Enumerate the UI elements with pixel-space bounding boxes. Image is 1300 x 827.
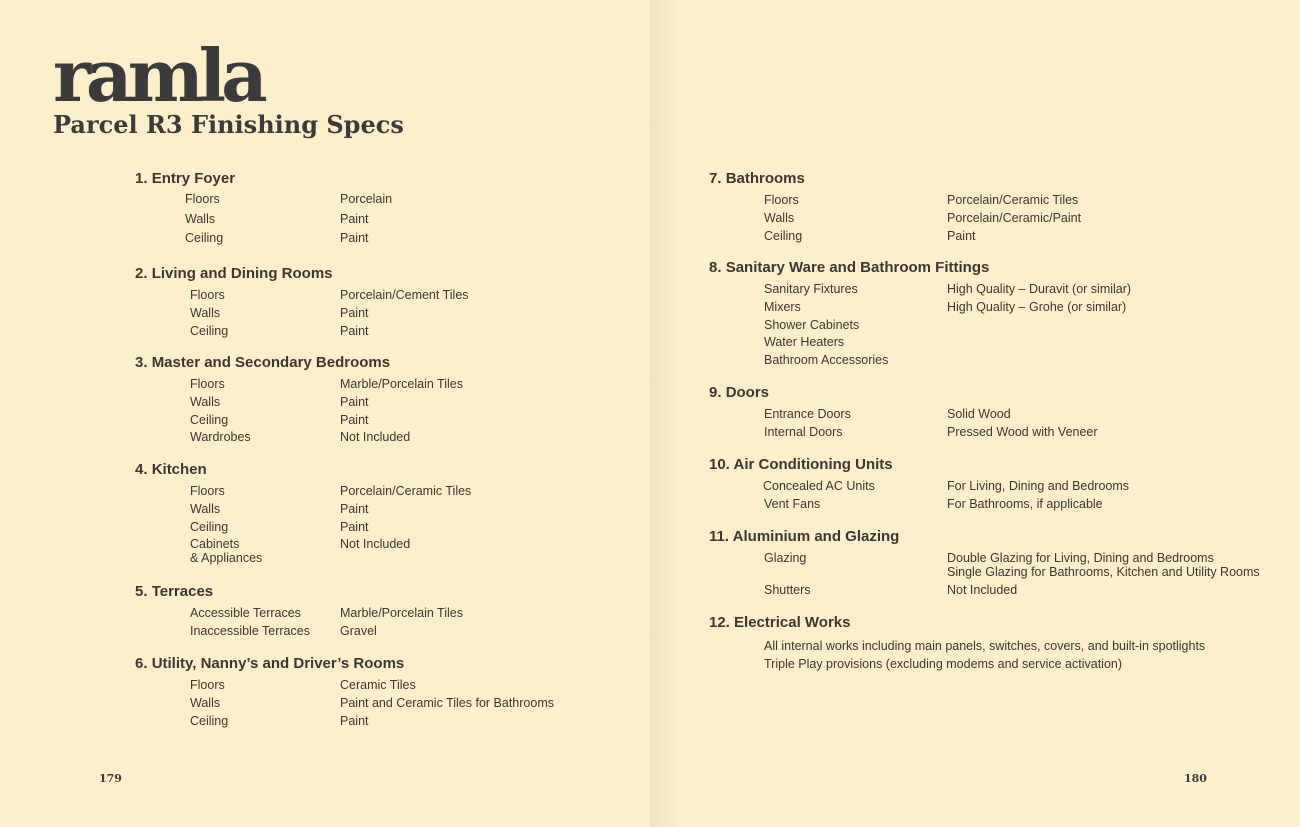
spec-row [135,430,411,448]
spec-label: Mixers [764,299,801,314]
spec-label: Floors [190,377,225,391]
spec-label: Walls [185,211,216,226]
spec-row [709,228,976,247]
section-air-conditioning [709,454,1130,515]
section-number: 2. [135,265,148,282]
spec-value: Solid Wood [947,407,1011,421]
spec-row [135,484,472,502]
spec-value: For Living, Dining and Bedrooms [947,479,1130,493]
spec-row [709,193,1079,211]
spec-value: Double Glazing for Living, Dining and Bedrooms [947,551,1214,565]
spec-row [135,678,416,696]
section-living-dining [135,263,469,341]
spec-row [135,606,463,624]
spec-label: Floors [185,192,220,206]
section-number: 4. [135,461,148,478]
spec-value: Paint [340,231,369,245]
ramla-logo: ramla [53,33,263,118]
spec-value: Paint [340,519,369,534]
spec-row [135,377,463,395]
spec-row [709,407,1011,425]
spec-value: Ceramic Tiles [340,678,416,692]
spec-row [709,299,1127,318]
spec-label: Internal Doors [764,424,843,439]
document-title: Parcel R3 Finishing Specs [53,110,404,139]
spec-label: Walls [190,695,221,710]
spec-value: Marble/Porcelain Tiles [340,606,463,620]
spec-value: Not Included [947,583,1018,597]
section-bedrooms [135,352,463,448]
page-gutter-shadow [650,0,678,827]
section-aluminium-glazing [709,526,1260,601]
spec-row [709,353,989,371]
section-title: Entry Foyer [151,170,236,187]
section-title: Living and Dining Rooms [151,265,333,282]
spec-row [135,714,404,732]
spec-row [709,551,1260,583]
section-electrical-works [709,612,1205,673]
section-number: 3. [135,354,148,371]
page-number-left: 179 [99,772,122,785]
spec-value: Paint [340,412,369,427]
spec-value: Not Included [340,430,411,445]
spec-value: Paint [340,394,369,409]
spec-label: Ceiling [190,412,229,427]
spec-value: Porcelain/Ceramic Tiles [947,193,1079,207]
spec-row [135,192,393,212]
spec-label: Wardrobes [190,430,251,445]
spec-value: Porcelain/Ceramic Tiles [340,484,472,498]
section-title: Sanitary Ware and Bathroom Fittings [725,259,990,276]
section-entry-foyer [135,168,393,251]
spec-label: Bathroom Accessories [764,353,889,368]
spec-row [709,210,1082,229]
spec-label-continued: & Appliances [190,551,263,566]
spec-value: Marble/Porcelain Tiles [340,377,463,391]
spec-row [709,479,1130,497]
page-number-right: 180 [1184,772,1207,785]
spec-value: Paint [340,323,369,338]
spec-label: Sanitary Fixtures [764,282,858,296]
spec-row [135,623,377,642]
section-number: 8. [709,259,722,276]
spec-row [135,519,369,538]
section-title: Terraces [151,583,214,600]
section-title: Electrical Works [734,614,851,631]
section-number: 12. [709,614,730,631]
spec-label: Glazing [764,551,807,565]
spec-value: Porcelain/Cement Tiles [340,288,469,302]
section-kitchen [135,459,472,571]
spec-value: Pressed Wood with Veneer [947,424,1098,439]
spec-label: Shower Cabinets [764,317,860,332]
section-title: Utility, Nanny’s and Driver’s Rooms [151,655,405,672]
spec-row [135,501,369,520]
spec-row [709,318,989,336]
spec-label: Water Heaters [764,335,845,350]
spec-label: Floors [190,678,225,692]
spec-value: Paint and Ceramic Tiles for Bathrooms [340,695,554,710]
spec-value: Not Included [340,537,411,552]
spec-row [709,282,1132,300]
section-number: 10. [709,456,730,473]
spec-row [135,288,469,306]
spec-label: Floors [764,193,799,207]
section-number: 11. [709,528,730,545]
spec-row [135,305,369,324]
right-page [650,0,1300,827]
spec-row [135,323,369,342]
spec-row [135,395,390,413]
spec-label: Floors [190,484,225,498]
spec-line: Triple Play provisions (excluding modems and service activation) [764,657,1123,671]
spec-row [135,537,411,571]
spec-value: Paint [340,211,369,226]
section-bathrooms [709,168,1082,246]
section-title: Bathrooms [725,170,805,187]
spec-value: High Quality – Grohe (or similar) [947,299,1127,314]
section-number: 7. [709,170,722,187]
spec-value: For Bathrooms, if applicable [947,496,1103,511]
section-terraces [135,581,463,642]
spec-value: Porcelain [340,192,393,206]
spec-label: Vent Fans [764,496,821,511]
spec-value-continued: Single Glazing for Bathrooms, Kitchen and Utility Rooms [947,565,1260,579]
section-doors [709,382,1098,443]
section-title: Aluminium and Glazing [732,528,900,545]
spec-value: Paint [947,228,976,243]
spec-row [135,695,554,714]
spec-row [135,211,369,232]
spec-value: Paint [340,305,369,320]
section-title: Master and Secondary Bedrooms [151,354,391,371]
section-sanitary-ware [709,257,1132,371]
spec-label: Walls [190,501,221,516]
spec-label: Ceiling [190,713,229,728]
spec-row [709,424,1098,443]
section-number: 9. [709,384,722,401]
spec-row [709,335,989,353]
spec-label: Walls [764,210,795,225]
spec-row [135,413,390,431]
section-number: 6. [135,655,148,672]
spec-value: High Quality – Duravit (or similar) [947,282,1132,296]
section-title: Air Conditioning Units [733,456,893,473]
spec-value: Gravel [340,623,377,638]
section-number: 1. [135,170,148,187]
spec-value: Porcelain/Ceramic/Paint [947,210,1082,225]
section-title: Kitchen [151,461,207,478]
spec-label: Ceiling [764,228,803,243]
spec-label: Concealed AC Units [763,479,875,493]
spec-label: Walls [190,305,221,320]
spec-label: Walls [190,394,221,409]
spec-row [135,231,369,251]
spec-label: Shutters [764,583,811,597]
section-utility-rooms [135,653,554,731]
spec-value: Paint [340,501,369,516]
spec-label: Accessible Terraces [190,606,301,620]
spec-row [709,496,1103,515]
spec-label: Cabinets [190,537,240,552]
spec-row [709,583,1018,601]
section-number: 5. [135,583,148,600]
spec-label: Ceiling [190,519,229,534]
spec-label: Floors [190,288,225,302]
spec-label: Ceiling [185,231,224,245]
spec-line: All internal works including main panels, switches, covers, and built-in spotlights [764,639,1206,653]
section-title: Doors [725,384,770,401]
spec-value: Paint [340,713,369,728]
spec-label: Entrance Doors [764,407,851,421]
spec-label: Inaccessible Terraces [190,623,310,638]
spec-label: Ceiling [190,323,229,338]
